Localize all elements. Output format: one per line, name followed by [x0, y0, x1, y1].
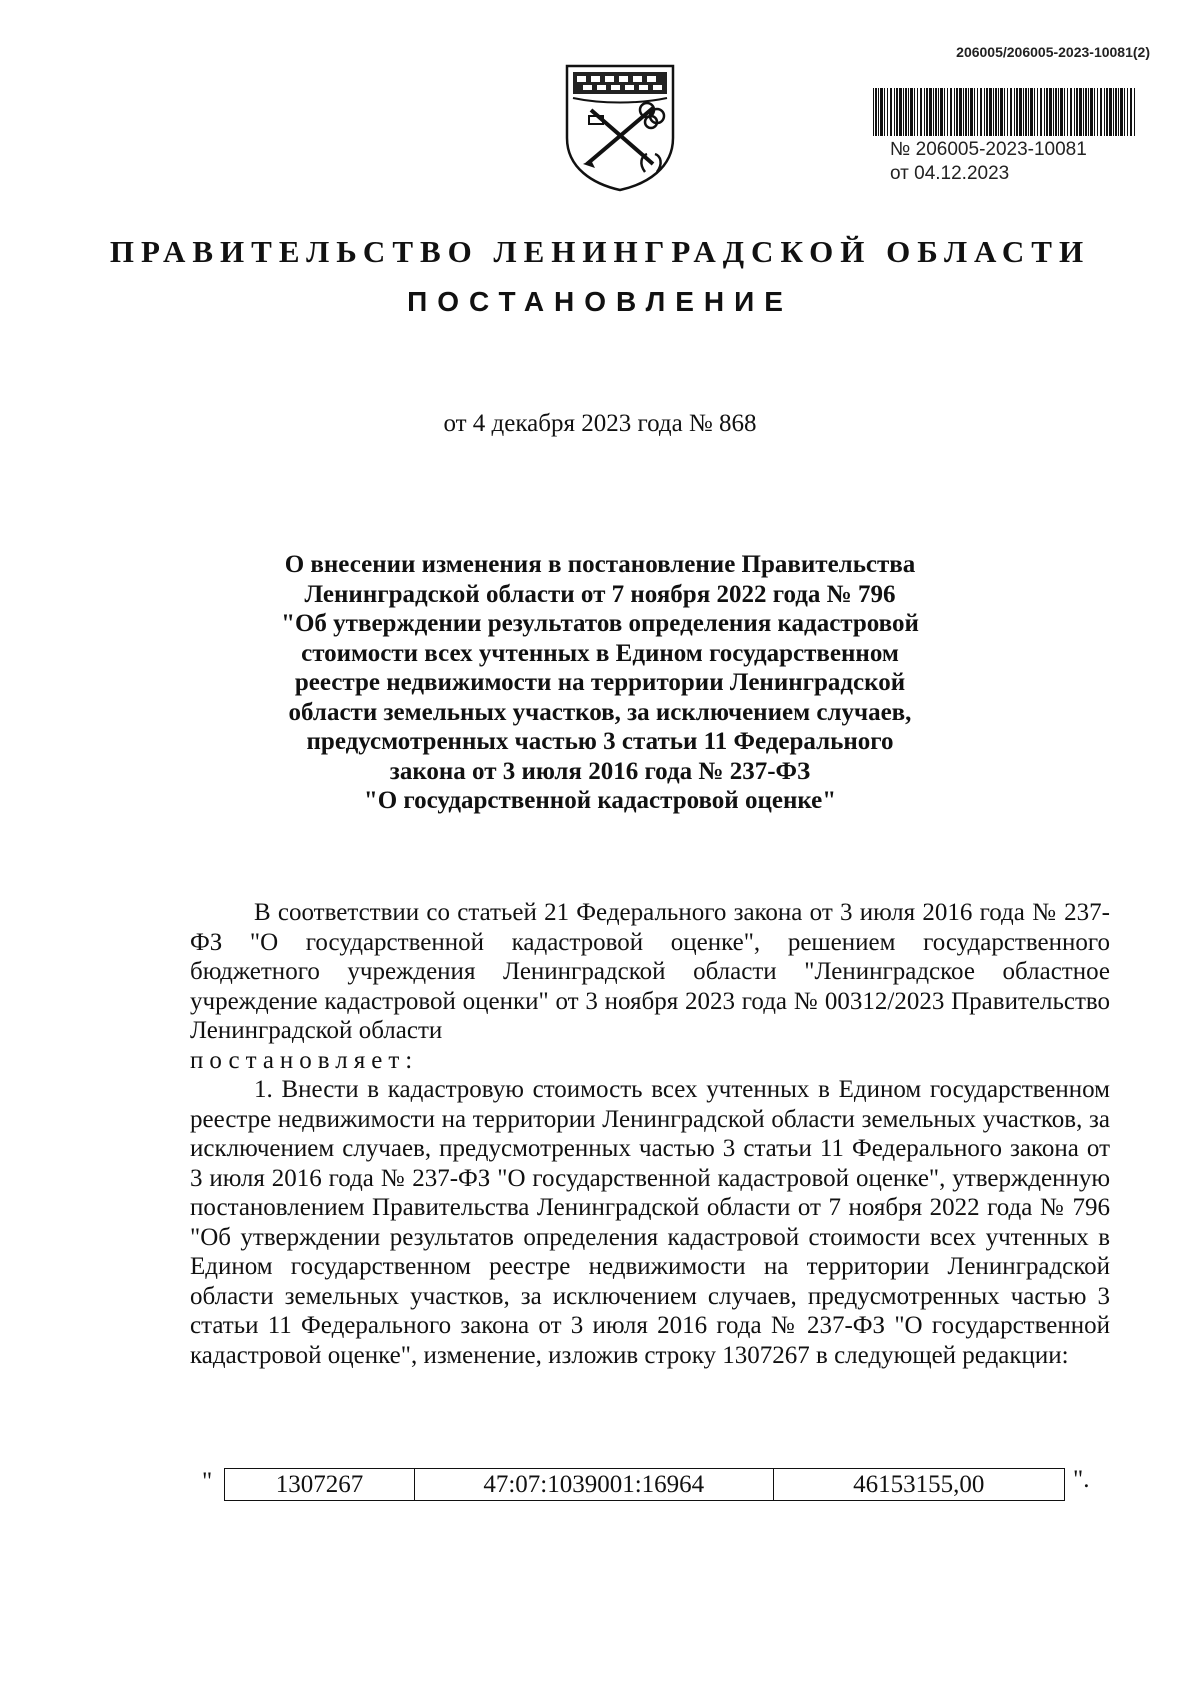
table-quote-open: " [202, 1468, 213, 1495]
table-quote-close: ". [1073, 1466, 1090, 1493]
subject-line: стоимости всех учтенных в Едином государственном [301, 639, 899, 667]
table-row [225, 1469, 1065, 1501]
item-1-paragraph: 1. Внести в кадастровую стоимость всех учтенных в Едином государственном реестре недвижимости на территории Ленинградской области земельных участков, за исключением случаев, предусмотренных частью 3 статьи 11 Федерального закона от 3 июля 2016 года № 237-ФЗ "О государственной кадастровой оценке", утвержденную постановлением Правительства Ленинградской области от 7 ноября 2022 года № 796 "Об утверждении результатов определения кадастровой стоимости всех учтенных в Едином государственном реестре недвижимости на территории Ленинградской области земельных участков, за исключением случаев, предусмотренных частью 3 статьи 11 Федерального закона от 3 июля 2016 года № 237-ФЗ "О государственной кадастровой оценке", изменение, изложив строку 1307267 в следующей редакции: [190, 1076, 1110, 1369]
government-title: ПРАВИТЕЛЬСТВО ЛЕНИНГРАДСКОЙ ОБЛАСТИ [109, 234, 1091, 269]
subject-line: "Об утверждении результатов определения кадастровой [281, 610, 919, 637]
coat-of-arms-icon [561, 60, 679, 192]
document-code: 206005/206005-2023-10081(2) [956, 44, 1150, 60]
subject-line: закона от 3 июля 2016 года № 237-ФЗ [389, 757, 811, 785]
decree-date-number: от 4 декабря 2023 года № 868 [443, 410, 757, 437]
cadastral-number-cell: 47:07:1039001:16964 [414, 1469, 773, 1501]
subject-line: О внесении изменения в постановление Правительства [284, 551, 916, 578]
cadastral-value-cell: 46153155,00 [773, 1469, 1064, 1501]
decree-subject [230, 550, 970, 816]
registration-date: от 04.12.2023 [890, 163, 1010, 184]
registration-number: № 206005-2023-10081 [890, 139, 1087, 160]
resolves-word: постановляет: [190, 1046, 419, 1074]
row-number-cell: 1307267 [225, 1469, 415, 1501]
barcode-icon [873, 88, 1135, 136]
registration-stamp [890, 138, 1087, 186]
subject-line: "О государственной кадастровой оценке" [363, 787, 837, 814]
preamble-paragraph: В соответствии со статьей 21 Федерального закона от 3 июля 2016 года № 237-ФЗ "О государственной кадастровой оценке", решением государственного бюджетного учреждения Ленинградской области "Ленинградское областное учреждение кадастровой оценки" от 3 ноября 2023 года № 00312/2023 Правительство Ленинградской области [190, 899, 1110, 1044]
subject-line: Ленинградской области от 7 ноября 2022 года № 796 [304, 580, 896, 608]
cadastral-row-table [224, 1468, 1065, 1501]
subject-line: предусмотренных частью 3 статьи 11 Федерального [306, 728, 894, 755]
subject-line: области земельных участков, за исключением случаев, [288, 698, 912, 726]
subject-line: реестре недвижимости на территории Ленинградской [294, 669, 906, 696]
decree-title: ПОСТАНОВЛЕНИЕ [407, 286, 793, 317]
